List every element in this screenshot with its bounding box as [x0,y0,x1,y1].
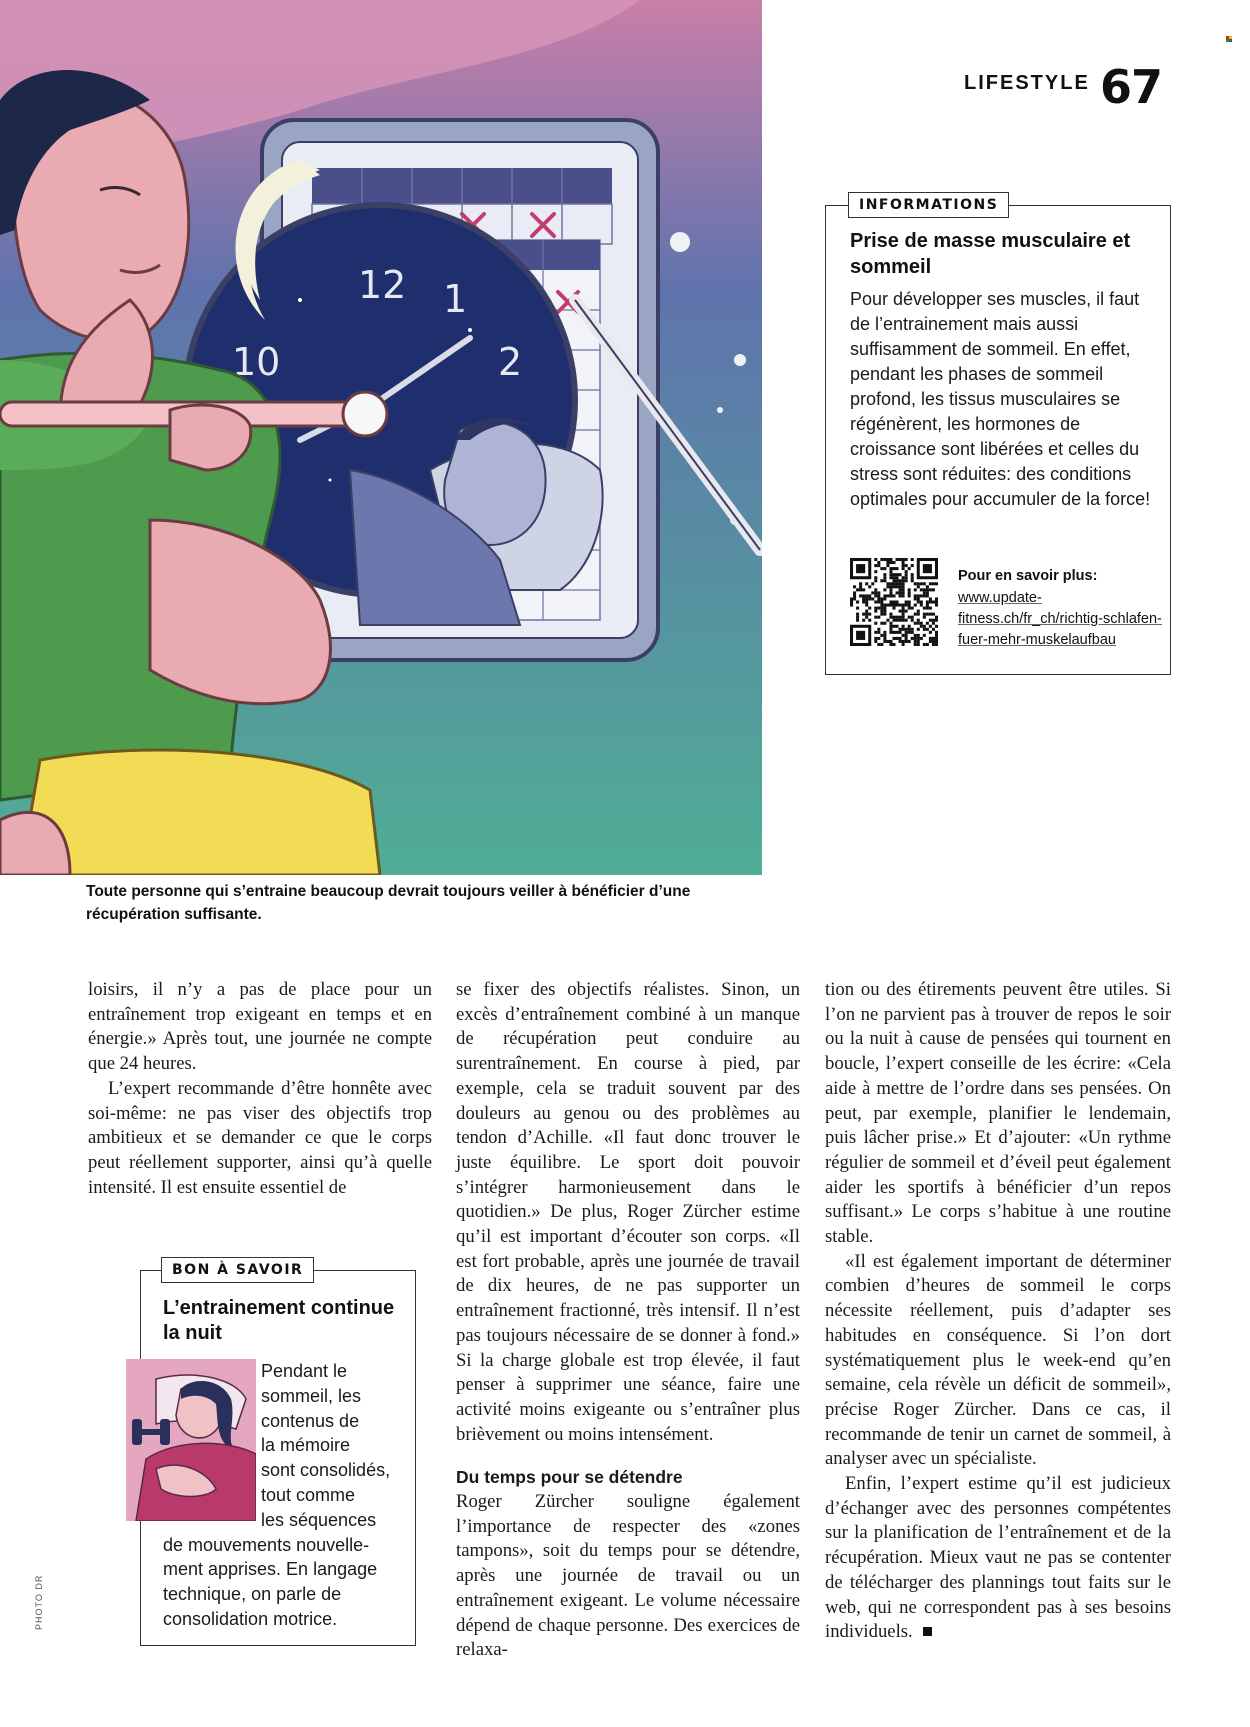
sleep-training-illustration [0,0,762,875]
tip-box-title: L’entrainement continue la nuit [163,1297,395,1344]
barbell-plate [343,392,387,436]
tip-box [140,1262,416,1646]
tip-line: ment apprises. En langage [163,1559,378,1580]
hero-illustration [0,0,762,875]
paragraph: loisirs, il n’y a pas de place pour un entraînement trop exigeant en temps et en énergie.» Après tout, une journée ne compte que 24 heures. [88,979,432,1075]
paragraph [825,1472,1171,1645]
clock-number-2: 2 [498,340,523,384]
info-box [825,197,1171,675]
qr-label: Pour en savoir plus: [958,568,1098,584]
tip-line: les séquences [261,1509,377,1530]
article-column-1 [88,978,432,1200]
tip-line: de mouvements nouvelle- [163,1534,370,1555]
tip-line: technique, on parle de [163,1584,342,1605]
tip-box-tag: BON À SAVOIR [161,1257,314,1283]
closing-paragraph-text: Enfin, l’expert estime qu’il est judicieux d’échanger avec des personnes compétentes sur la planification de l’entraînement et de la récupération. Mieux vaut ne pas se contenter de télécharger des plannings tout faits sur le web, qui ne correspondent pas à ses besoins individuels. [825,1473,1171,1643]
paragraph: «Il est également important de déterminer combien d’heures de sommeil le corps nécessite réellement, puis d’adapter ses habitudes en conséquence. Si l’on dort systématiquement plus le week-end qu’en semaine, cela révèle un déficit de sommeil», précise Roger Zürcher. Dans ce cas, il recommande de tenir un carnet de sommeil, à analyser avec un spécialiste. [825,1250,1171,1470]
paragraph: L’expert recommande d’être honnête avec soi-même: ne pas viser des objectifs trop ambitieux et se demander ce que le corps peut réellement supporter, ainsi qu’à quelle intensité. Il est ensuite essentiel de [88,1077,432,1198]
star-2 [734,354,746,366]
star-1 [670,232,690,252]
hand [170,405,251,470]
tip-line: sont consolidés, [261,1460,391,1481]
illustration-caption: Toute personne qui s’entraine beaucoup devrait toujours veiller à bénéficier d’une récupération suffisante. [86,883,691,923]
more-info-link[interactable]: www.update-fitness.ch/fr_ch/richtig-schlafen-fuer-mehr-muskelaufbau [958,590,1162,648]
paragraph: Roger Zürcher souligne également l’importance de respecter des «zones tampons», soit du temps pour se détendre, après une journée de travail ou un entraînement exigeant. Le volume nécessaire dépend de chaque personne. Des exercices de relaxa- [456,1491,800,1661]
article-column-2 [456,978,800,1663]
paragraph: se fixer des objectifs réalistes. Sinon, un excès d’entraînement combiné à un manque de récupération peut conduire au surentraînement. En course à pied, par exemple, cela se traduit souvent par des douleurs au genou ou des problèmes au tendon d’Achille. «Il faut donc trouver le juste équilibre. Le sport doit pouvoir s’intégrer harmonieusement dans le quotidien.» De plus, Roger Zürcher estime qu’il est important d’écouter son corps. «Il est fort probable, après une journée de travail de dix heures, de ne pas supporter un entraînement fractionné, très intensif. Il n’est pas toujours nécessaire de se donner à fond.» Si la charge globale est trop élevée, il faut penser à supprimer une séance, faire une activité moins exigeante ou s’entraîner plus brièvement ou moins intensément. [456,979,800,1445]
tip-box-text [163,1359,403,1632]
info-box-text: Pour développer ses muscles, il faut de l’entrainement mais aussi suffisamment de sommeil. En effet, pendant les phases de sommeil profond, les tissus musculaires se régénèrent, les hormones de croissance sont libérées et celles du stress sont réduites: des conditions optimales pour accumuler de la force! [850,289,1151,509]
page-number: 67 [1100,60,1163,114]
tip-line: Pendant le [261,1361,348,1381]
photo-credit [30,1570,90,1630]
tip-line: contenus de [261,1410,360,1431]
star-4 [717,407,723,413]
tip-line: tout comme [261,1484,356,1505]
info-box-title: Prise de masse musculaire et sommeil [850,230,1131,278]
info-box-tag: INFORMATIONS [848,192,1009,218]
clock-number-1: 1 [443,277,468,321]
section-label: LIFESTYLE [964,72,1090,94]
tip-line: sommeil, les [261,1385,362,1406]
end-of-article-mark [923,1627,932,1636]
article-column-3 [825,978,1171,1645]
tip-line: la mémoire [261,1435,351,1456]
clock-number-10: 10 [232,340,281,384]
section-subheading: Du temps pour se détendre [456,1467,683,1488]
photo-credit-text: PHOTO DR [34,1574,44,1630]
paragraph: tion ou des étirements peuvent être utiles. Si l’on ne parvient pas à trouver de repos le soir ou la nuit à cause de pensées qui tournent en boucle, l’expert conseille de les écrire: «Cela aide à mettre de l’ordre dans ses pensées. On peut, par exemple, planifier le lendemain, puis lâcher prise.» Et d’ajouter: «Un rythme régulier de sommeil et d’éveil peut également aider les sportifs à bénéficier d’un repos suffisant.» Le corps s’habitue à une routine stable. [825,979,1171,1248]
tip-line: consolidation motrice. [163,1608,338,1629]
qr-code-icon[interactable] [850,558,938,646]
corner-color-mark [1226,36,1232,42]
clock-number-12: 12 [358,263,407,307]
